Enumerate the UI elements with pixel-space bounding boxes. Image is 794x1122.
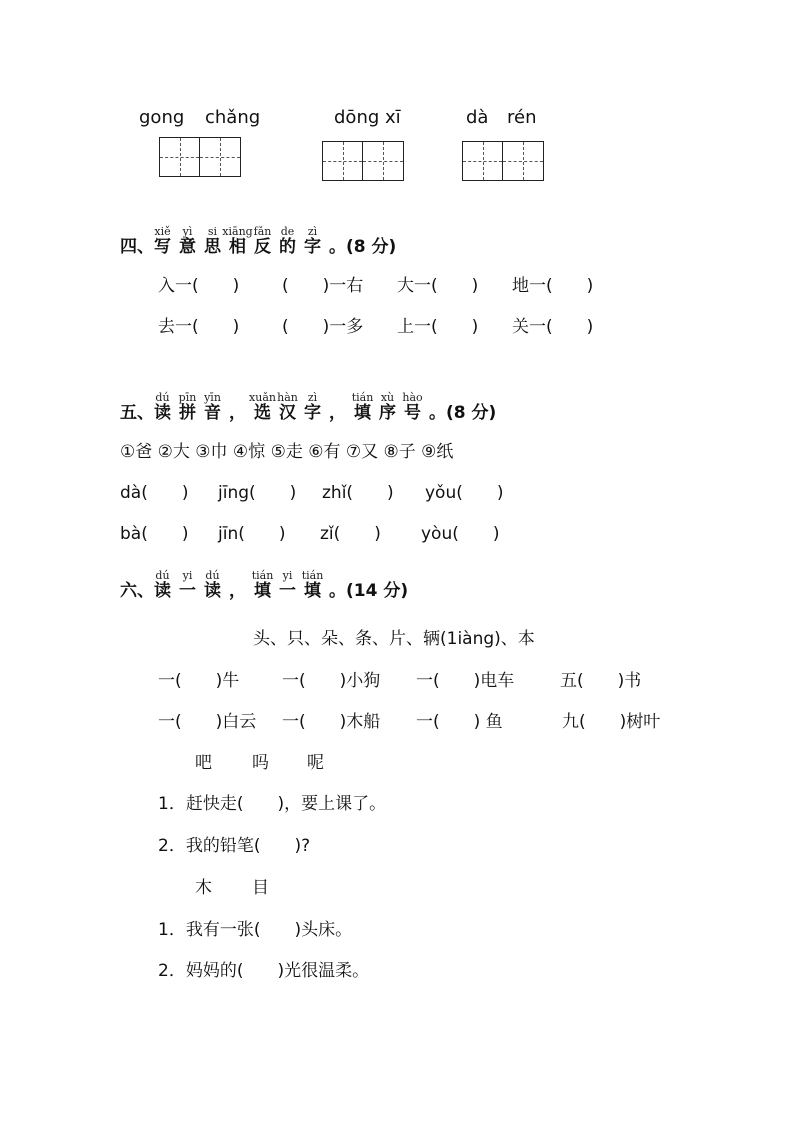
pinyin-annotation: xù (380, 391, 395, 404)
s4-r1-a: 入一( ) (158, 276, 240, 296)
section-score: 。(8 分) (429, 403, 497, 423)
heading-char: 音 yīn (204, 402, 221, 424)
pinyin-annotation: xuǎn (249, 391, 276, 404)
pinyin-annotation: yīn (204, 391, 221, 404)
writing-grid-2[interactable] (322, 141, 404, 181)
particle-q2: 2．我的铅笔( )? (158, 836, 311, 856)
heading-char: 一 yi (279, 580, 296, 602)
pinyin-annotation: tián (351, 391, 374, 404)
heading-char: 填 tián (254, 580, 271, 602)
pinyin-annotation: tián (251, 569, 274, 582)
section-score: 。(8 分) (329, 237, 397, 257)
section6-heading (120, 569, 409, 602)
section-number: 四、 (120, 237, 154, 257)
heading-char: 填 tián (304, 580, 321, 602)
pinyin-annotation: pīn (178, 391, 197, 404)
heading-char: 相 xiāng (229, 236, 246, 258)
section4-heading (120, 225, 397, 258)
pinyin-annotation: dú (155, 569, 170, 582)
s4-r1-d: 地一( ) (512, 276, 594, 296)
pinyin-annotation: si (207, 225, 218, 238)
s5-r2-a: bà( ) (120, 524, 189, 544)
s6-r1-a: 一( )牛 (158, 671, 240, 691)
heading-char: 序 xù (379, 402, 396, 424)
heading-char: 字 zì (304, 236, 321, 258)
heading-char: 的 de (279, 236, 296, 258)
s6-r2-c: 一( ) 鱼 (416, 712, 503, 732)
pinyin-annotation: hàn (277, 391, 298, 404)
heading-char: 读 dú (154, 402, 171, 424)
pinyin-ren: rén (507, 107, 537, 128)
pinyin-annotation: xiāng (222, 225, 253, 238)
s5-r1-b: jīng( ) (218, 483, 297, 503)
s4-r2-c: 上一( ) (397, 317, 479, 337)
particle-q1: 1．赶快走( )，要上课了。 (158, 794, 387, 814)
heading-char: 读 dú (204, 580, 221, 602)
particle-ne: 呢 (307, 753, 324, 773)
s4-r2-a: 去一( ) (158, 317, 240, 337)
s4-r1-b: ( )一右 (282, 276, 364, 296)
pinyin-annotation: yi (282, 569, 293, 582)
heading-char: ， (229, 581, 246, 601)
heading-char: 一 yi (179, 580, 196, 602)
heading-char: ， (229, 403, 246, 423)
s5-options: ①爸 ②大 ③巾 ④惊 ⑤走 ⑥有 ⑦又 ⑧子 ⑨纸 (120, 442, 454, 462)
option-mu-wood: 木 (195, 878, 212, 898)
particle-ba: 吧 (195, 753, 212, 773)
s6-r1-b: 一( )小狗 (282, 671, 381, 691)
s4-r2-b: ( )一多 (282, 317, 364, 337)
heading-char: 填 tián (354, 402, 371, 424)
s6-r2-d: 九( )树叶 (562, 712, 661, 732)
writing-grid-1[interactable] (159, 137, 241, 177)
s6-word-bank: 头、只、朵、条、片、辆(1iàng)、本 (253, 629, 535, 649)
pinyin-annotation: dú (205, 569, 220, 582)
pinyin-da: dà (466, 107, 489, 128)
heading-char: 选 xuǎn (254, 402, 271, 424)
heading-char: 反 fǎn (254, 236, 271, 258)
section-number: 六、 (120, 581, 154, 601)
pinyin-annotation: zì (307, 391, 318, 404)
pinyin-gong: gong (139, 107, 185, 128)
s5-r2-b: jīn( ) (218, 524, 286, 544)
heading-char: 汉 hàn (279, 402, 296, 424)
section5-heading (120, 391, 497, 424)
s5-r1-d: yǒu( ) (425, 483, 504, 503)
pinyin-annotation: hào (402, 391, 423, 404)
writing-grid-3[interactable] (462, 141, 544, 181)
s4-r1-c: 大一( ) (397, 276, 479, 296)
s6-r1-d: 五( )书 (560, 671, 642, 691)
pinyin-annotation: fǎn (253, 225, 272, 238)
heading-char: 拼 pīn (179, 402, 196, 424)
s5-r1-c: zhǐ( ) (322, 483, 394, 503)
heading-char: 意 yì (179, 236, 196, 258)
heading-char: ， (329, 403, 346, 423)
option-mu-eye: 目 (252, 878, 269, 898)
pinyin-annotation: zì (307, 225, 318, 238)
s6-r2-a: 一( )白云 (158, 712, 257, 732)
pinyin-dongxi: dōng xī (334, 107, 401, 128)
mu-q2: 2．妈妈的( )光很温柔。 (158, 961, 370, 981)
s6-r2-b: 一( )木船 (282, 712, 381, 732)
heading-char: 思 si (204, 236, 221, 258)
section-number: 五、 (120, 403, 154, 423)
pinyin-annotation: tián (301, 569, 324, 582)
s5-r2-d: yòu( ) (421, 524, 500, 544)
s6-r1-c: 一( )电车 (416, 671, 515, 691)
heading-char: 写 xiě (154, 236, 171, 258)
pinyin-chang: chǎng (205, 107, 261, 128)
pinyin-annotation: yi (182, 569, 193, 582)
heading-char: 号 hào (404, 402, 421, 424)
pinyin-annotation: de (280, 225, 295, 238)
pinyin-annotation: yì (182, 225, 193, 238)
particle-ma: 吗 (252, 753, 269, 773)
pinyin-annotation: dú (155, 391, 170, 404)
s5-r2-c: zǐ( ) (320, 524, 381, 544)
heading-char: 字 zì (304, 402, 321, 424)
section-score: 。(14 分) (329, 581, 409, 601)
s5-r1-a: dà( ) (120, 483, 189, 503)
s4-r2-d: 关一( ) (512, 317, 594, 337)
pinyin-annotation: xiě (154, 225, 171, 238)
mu-q1: 1．我有一张( )头床。 (158, 920, 353, 940)
heading-char: 读 dú (154, 580, 171, 602)
